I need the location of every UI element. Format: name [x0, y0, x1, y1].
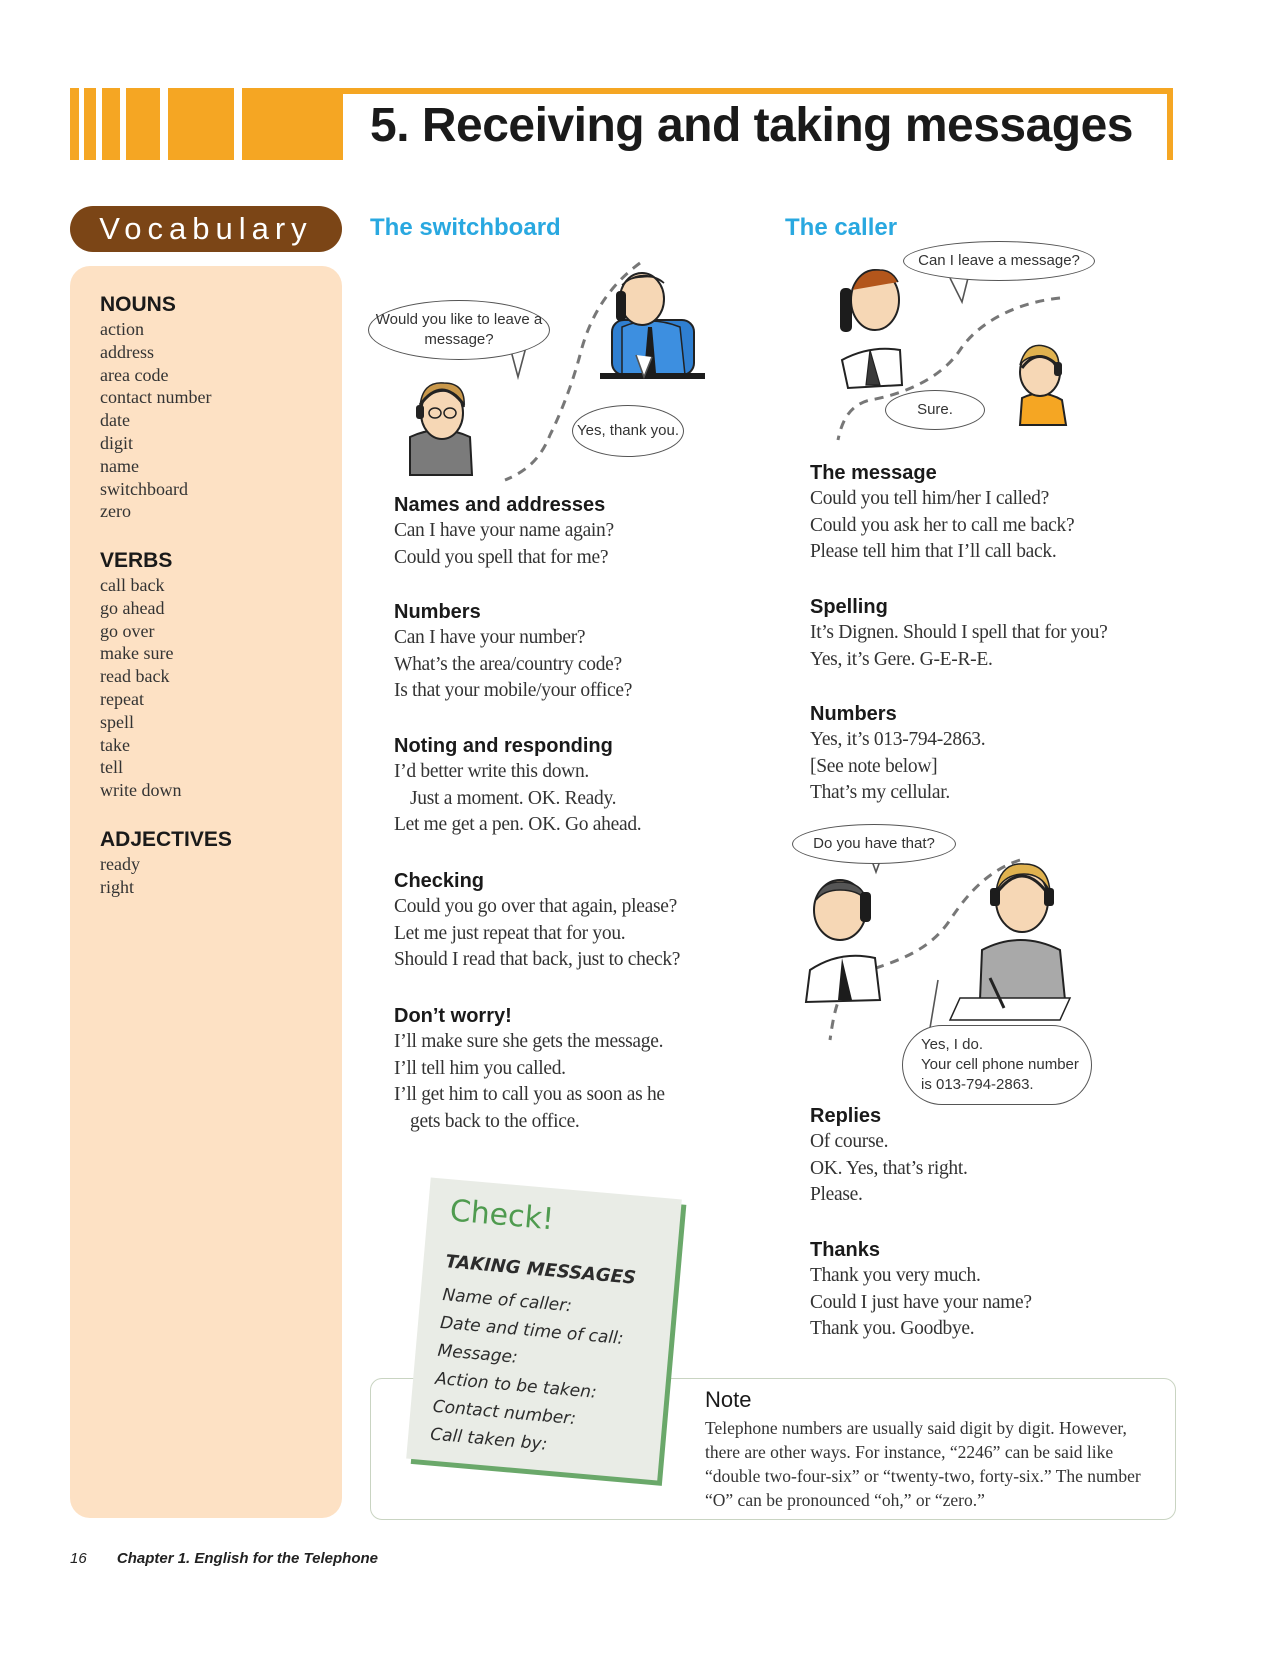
bubble-text-line: is 013-794-2863.: [921, 1076, 1034, 1093]
businessman-on-phone: [600, 273, 705, 379]
phrase: Thank you very much.: [810, 1265, 981, 1286]
chapter-title: Chapter 1. English for the Telephone: [116, 1550, 378, 1567]
section-heading: Names and addresses: [394, 494, 606, 516]
section-heading: Thanks: [810, 1239, 881, 1261]
vocab-word: date: [100, 410, 130, 431]
caller-man-on-cellphone: [806, 880, 880, 1002]
caller-section-replies: [810, 1103, 968, 1209]
vocab-word: go over: [100, 620, 155, 641]
phrase: Let me get a pen. OK. Go ahead.: [394, 814, 642, 835]
vocab-word: ready: [100, 854, 140, 874]
switchboard-section-checking: [394, 868, 680, 974]
phrase: Please.: [810, 1184, 863, 1205]
operator-with-headset: [1020, 345, 1066, 425]
check-card-subtitle: TAKING MESSAGES: [444, 1251, 637, 1289]
vocab-word: area code: [100, 364, 169, 385]
header-stripe-1: [70, 88, 79, 160]
caller-section-message: [810, 460, 1074, 566]
caller-section-spelling: [810, 594, 1108, 673]
switchboard-section-names: [394, 492, 614, 571]
caller-bubble-reply: Sure.: [885, 390, 985, 430]
vocab-nouns: [100, 292, 211, 523]
check-card-fields: [429, 1281, 627, 1464]
vocabulary-label: Vocabulary: [70, 206, 342, 252]
caller-bubble-confirm: [902, 1025, 1092, 1105]
vocab-word: right: [100, 876, 134, 897]
vocab-word: spell: [100, 711, 134, 732]
vocab-word: call back: [100, 575, 165, 595]
caller-section-numbers: [810, 701, 985, 807]
check-card-field: Call taken by:: [429, 1424, 549, 1455]
header-stripe-3: [102, 88, 120, 160]
switchboard-bubble-reply: Yes, thank you.: [572, 405, 684, 457]
phrase: It’s Dignen. Should I spell that for you?: [810, 622, 1108, 643]
vocab-word: repeat: [100, 688, 144, 709]
phrase: Is that your mobile/your office?: [394, 680, 633, 701]
section-heading: Spelling: [810, 596, 888, 618]
phrase: Of course.: [810, 1131, 889, 1152]
note-heading: Note: [705, 1387, 752, 1412]
check-card-title: Check!: [448, 1193, 556, 1238]
switchboard-bubble-ask: Would you like to leave a message?: [368, 300, 550, 360]
bubble-text-line: Yes, I do.: [921, 1036, 983, 1053]
vocab-word: contact number: [100, 387, 212, 408]
phrase: Can I have your number?: [394, 627, 586, 648]
header-stripe-6: [242, 88, 343, 160]
phrase: Let me just repeat that for you.: [394, 922, 626, 944]
phrase: Could you spell that for me?: [394, 546, 609, 568]
caller-heading: The caller: [785, 214, 898, 241]
vocab-nouns-heading: NOUNS: [100, 293, 176, 316]
header-rule: [343, 88, 1173, 94]
phrase: OK. Yes, that’s right.: [810, 1157, 968, 1179]
header-stripe-4: [126, 88, 160, 160]
section-heading: The message: [810, 462, 937, 484]
phrase: gets back to the office.: [410, 1110, 580, 1132]
vocab-adjectives: [100, 827, 232, 899]
check-card-field: Name of caller:: [441, 1285, 573, 1317]
note-text: Telephone numbers are usually said digit by digit. However, there are other ways. For instance, “2246” can be said like “double two-four-six” or “twenty-two, forty-six.” The number “O” can be pronounced “oh,” or “zero.”: [705, 1418, 1141, 1510]
phrase: Could you tell him/her I called?: [810, 488, 1049, 509]
bubble-tail: [950, 278, 968, 302]
check-card-field: Action to be taken:: [434, 1368, 598, 1403]
vocab-word: zero: [100, 501, 131, 522]
section-heading: Don’t worry!: [394, 1005, 512, 1027]
phrase: I’ll make sure she gets the message.: [394, 1031, 664, 1052]
phrase: Can I have your name again?: [394, 520, 614, 541]
bubble-tail: [930, 980, 946, 1030]
phrase: Yes, it’s 013-794-2863.: [810, 729, 986, 750]
vocab-word: write down: [100, 780, 182, 801]
vocab-word: address: [100, 341, 154, 362]
vocab-word: tell: [100, 757, 123, 778]
vocab-word: switchboard: [100, 478, 188, 499]
vocab-word: name: [100, 455, 139, 476]
check-card-field: Message:: [436, 1340, 519, 1368]
check-card-field: Contact number:: [431, 1396, 577, 1430]
operator-taking-notes: [950, 864, 1070, 1020]
phrase: That’s my cellular.: [810, 782, 950, 803]
switchboard-section-numbers: [394, 599, 632, 705]
caller-bubble-ask: Can I leave a message?: [903, 241, 1095, 281]
page-title: 5. Receiving and taking messages: [370, 99, 1133, 152]
header-rule-end: [1167, 88, 1173, 160]
switchboard-heading: The switchboard: [370, 214, 561, 241]
caller-bubble-check: Do you have that?: [792, 824, 956, 864]
vocab-word: digit: [100, 432, 134, 453]
check-card: [406, 1178, 682, 1481]
header-stripe-5: [168, 88, 234, 160]
vocab-word: take: [100, 734, 130, 755]
phrase: Thank you. Goodbye.: [810, 1318, 975, 1339]
section-heading: Replies: [810, 1105, 882, 1127]
header-stripe-2: [84, 88, 96, 160]
bubble-text-line: Your cell phone number: [921, 1056, 1079, 1073]
phrase: I’ll get him to call you as soon as he: [394, 1084, 665, 1105]
vocab-word: action: [100, 319, 144, 339]
section-heading: Checking: [394, 870, 485, 892]
phrase: Please tell him that I’ll call back.: [810, 541, 1057, 562]
phrase: I’ll tell him you called.: [394, 1057, 566, 1079]
section-heading: Numbers: [394, 601, 481, 623]
phrase: Could you go over that again, please?: [394, 896, 677, 917]
phrase: Should I read that back, just to check?: [394, 949, 681, 970]
page-footer: [70, 1550, 378, 1567]
phrase: I’d better write this down.: [394, 761, 589, 782]
caller-man-on-phone: [840, 270, 902, 388]
check-card-field: Date and time of call:: [439, 1312, 625, 1349]
caller-section-thanks: [810, 1237, 1032, 1343]
phrase: Could you ask her to call me back?: [810, 514, 1075, 536]
vocab-verbs-heading: VERBS: [100, 549, 173, 572]
section-heading: Noting and responding: [394, 735, 613, 757]
vocab-word: make sure: [100, 643, 174, 664]
phrase: What’s the area/country code?: [394, 653, 622, 675]
phrase: Yes, it’s Gere. G-E-R-E.: [810, 648, 993, 670]
switchboard-section-noting: [394, 733, 641, 839]
vocab-word: go ahead: [100, 597, 165, 618]
switchboard-section-dont-worry: [394, 1003, 665, 1135]
page-number: 16: [70, 1550, 87, 1567]
phrase: Just a moment. OK. Ready.: [410, 787, 617, 809]
vocab-word: read back: [100, 666, 170, 687]
operator-with-headset: [410, 383, 472, 475]
vocab-adjectives-heading: ADJECTIVES: [100, 828, 232, 851]
phrase: [See note below]: [810, 755, 938, 777]
section-heading: Numbers: [810, 703, 897, 725]
vocab-verbs: [100, 548, 181, 802]
phrase: Could I just have your name?: [810, 1291, 1032, 1313]
